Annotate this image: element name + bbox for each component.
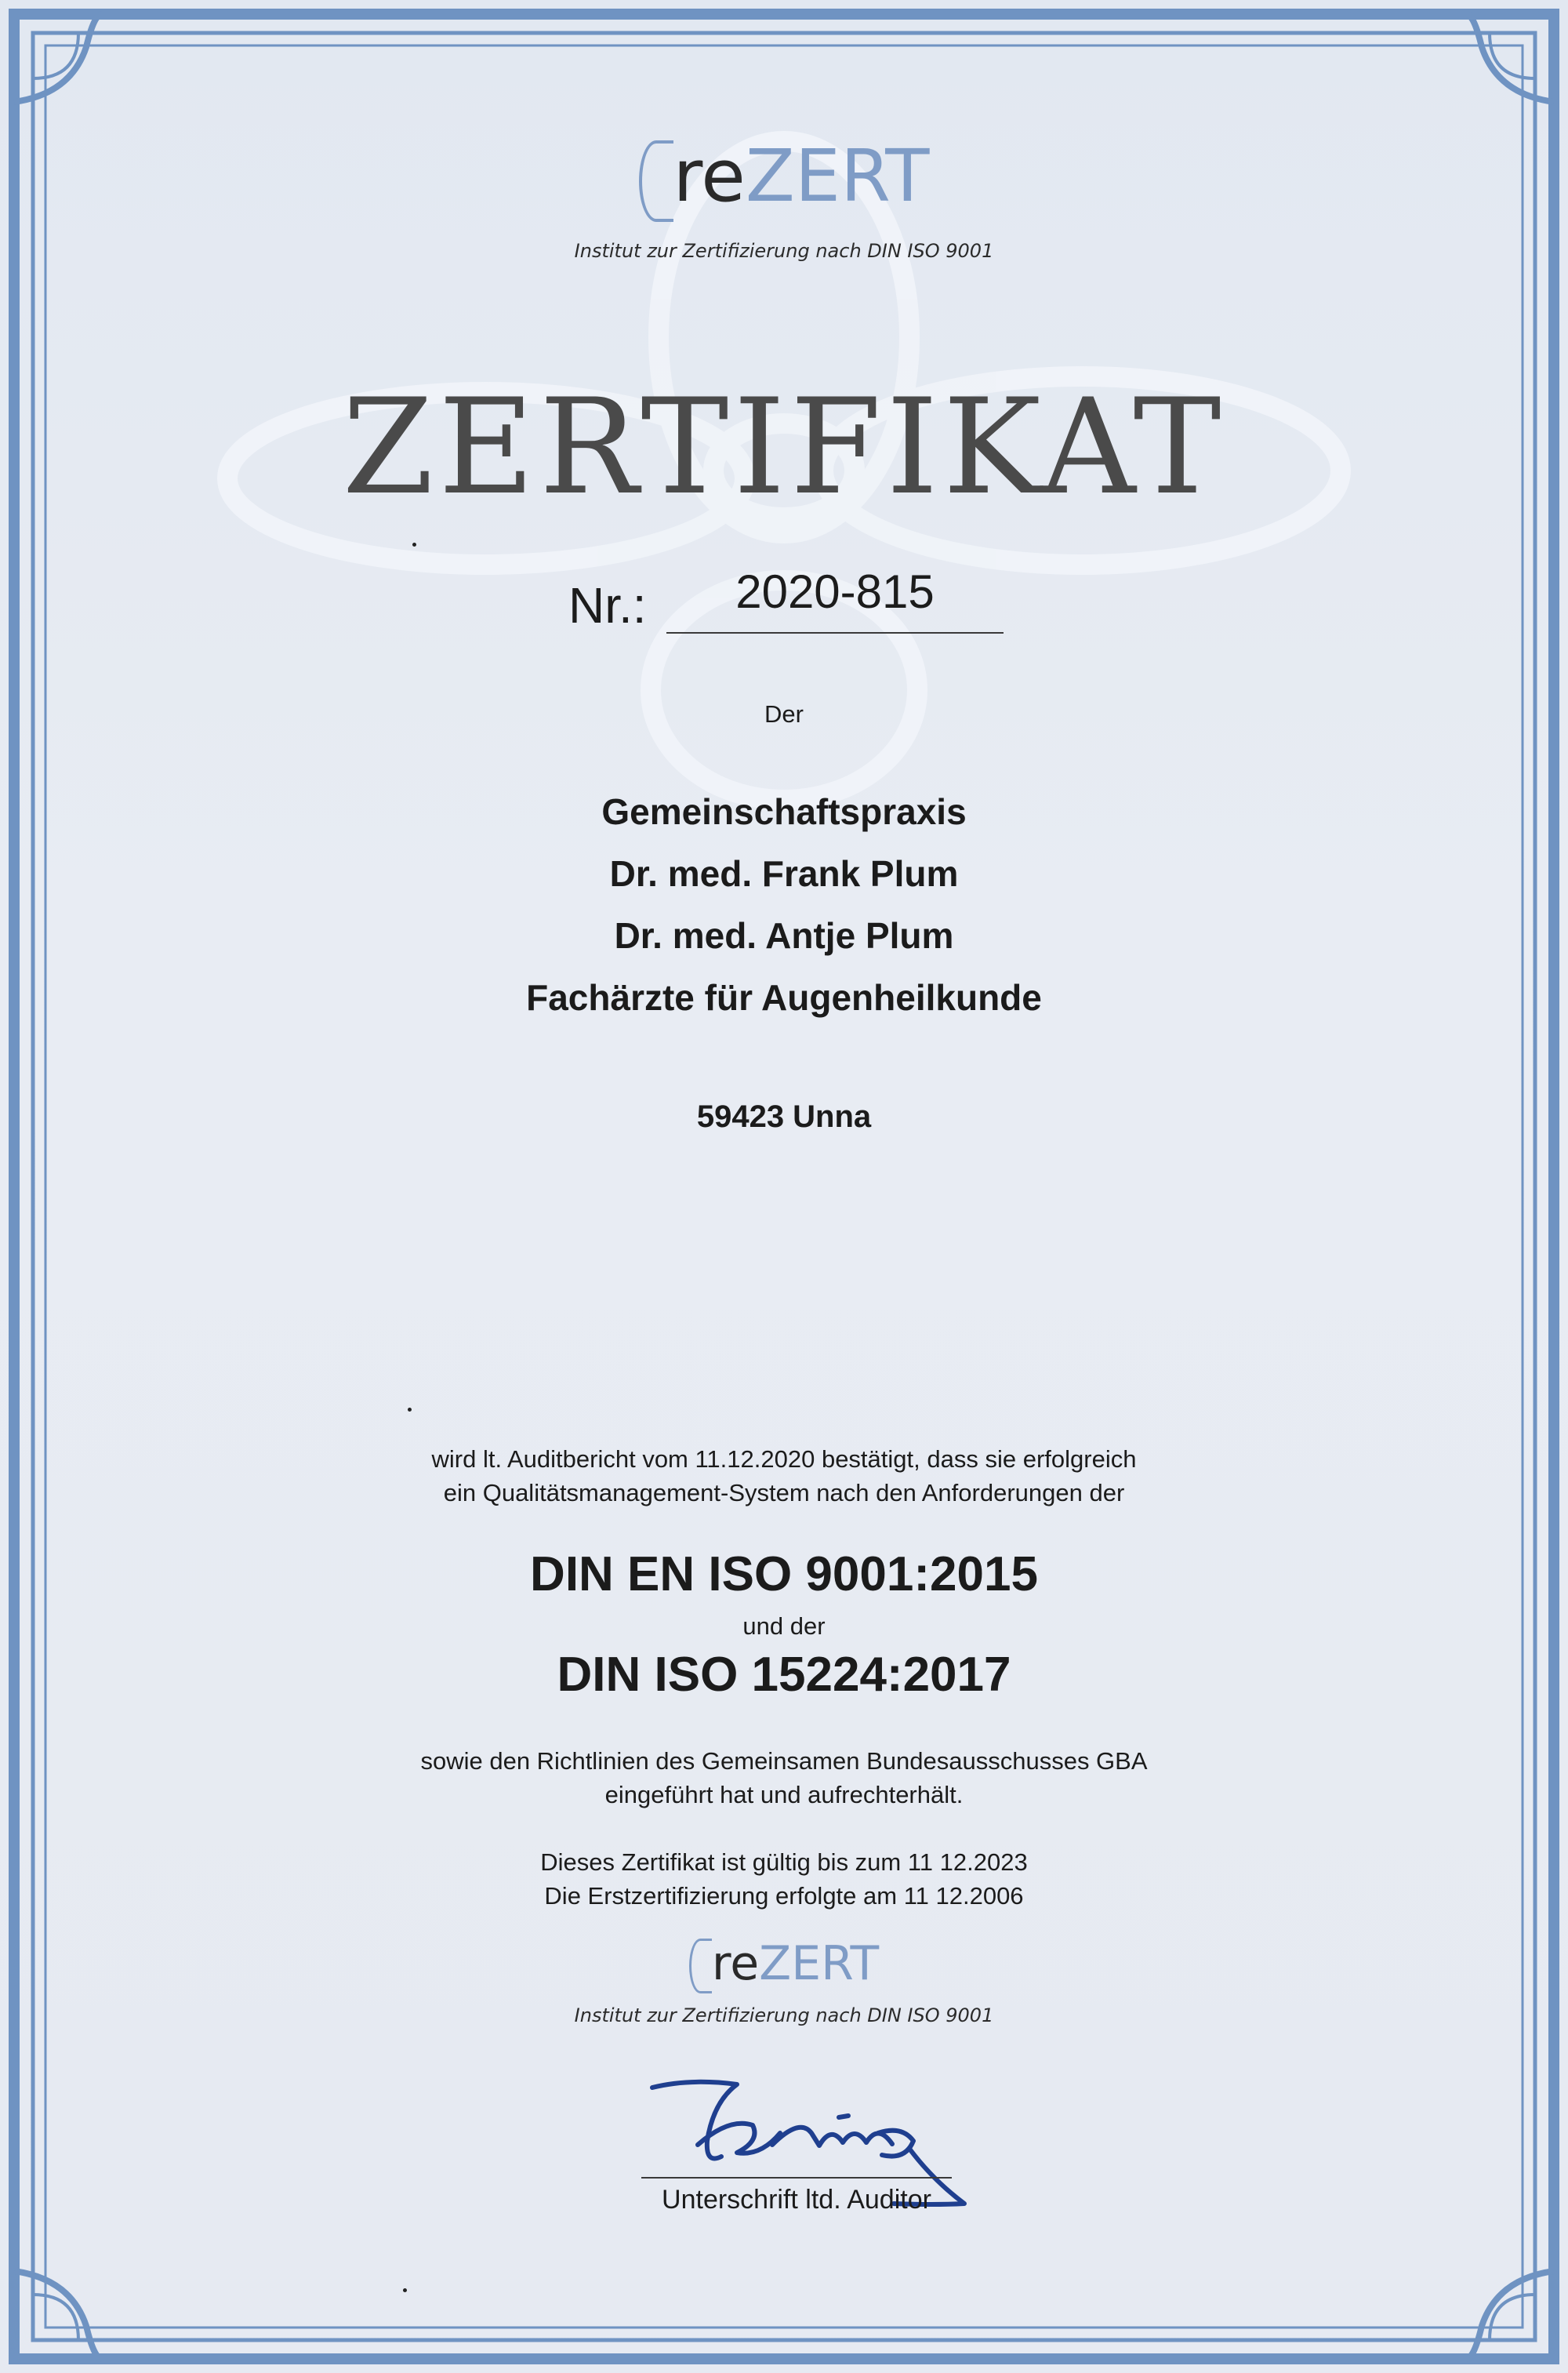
guideline-line-2: eingeführt hat und aufrechterhält. <box>604 1781 964 1808</box>
standard-iso-9001: DIN EN ISO 9001:2015 <box>530 1547 1038 1601</box>
scan-speck <box>412 543 416 547</box>
recipient-line-practice: Gemeinschaftspraxis <box>601 791 967 832</box>
guideline-line-1: sowie den Richtlinien des Gemeinsamen Bundesausschusses GBA <box>420 1747 1148 1775</box>
standard-connector: und der <box>742 1612 826 1640</box>
scan-speck <box>408 1408 412 1412</box>
first-certified: Die Erstzertifizierung erfolgte am 11 12.2006 <box>544 1882 1024 1910</box>
recipient-city: 59423 Unna <box>696 1099 872 1134</box>
recipient-line-doctor-2: Dr. med. Antje Plum <box>614 915 954 956</box>
audit-line-1: wird lt. Auditbericht vom 11.12.2020 bestätigt, dass sie erfolgreich <box>431 1445 1137 1473</box>
recipient-line-specialty: Fachärzte für Augenheilkunde <box>526 977 1042 1018</box>
header-logo-re: re <box>673 134 746 218</box>
header-logo-subtitle: Institut zur Zertifizierung nach DIN ISO 9001 <box>574 240 994 262</box>
recipient-intro: Der <box>764 700 804 728</box>
footer-logo-subtitle: Institut zur Zertifizierung nach DIN ISO 9001 <box>574 2004 994 2026</box>
audit-line-2: ein Qualitätsmanagement-System nach den Anforderungen der <box>443 1479 1125 1506</box>
certificate-number-label: Nr.: <box>568 577 647 634</box>
signature-line <box>641 2177 952 2179</box>
footer-logo-arc-icon <box>689 1939 712 1993</box>
footer-logo <box>0 1934 1568 1993</box>
footer-logo-zert: ZERT <box>759 1936 880 1991</box>
signature-label: Unterschrift ltd. Auditor <box>662 2185 931 2215</box>
footer-logo-re: re <box>711 1936 760 1991</box>
valid-until: Dieses Zertifikat ist gültig bis zum 11 12.2023 <box>540 1848 1028 1876</box>
recipient-line-doctor-1: Dr. med. Frank Plum <box>609 853 959 894</box>
certificate-title: ZERTIFIKAT <box>342 370 1226 524</box>
header-logo-zert: ZERT <box>745 134 930 218</box>
scan-speck <box>403 2288 407 2292</box>
certificate-number-value: 2020-815 <box>735 565 935 618</box>
certificate-number-underline <box>666 632 1004 634</box>
standard-iso-15224: DIN ISO 15224:2017 <box>557 1648 1011 1702</box>
logo-arc-icon <box>639 140 673 222</box>
header-logo <box>0 133 1568 222</box>
